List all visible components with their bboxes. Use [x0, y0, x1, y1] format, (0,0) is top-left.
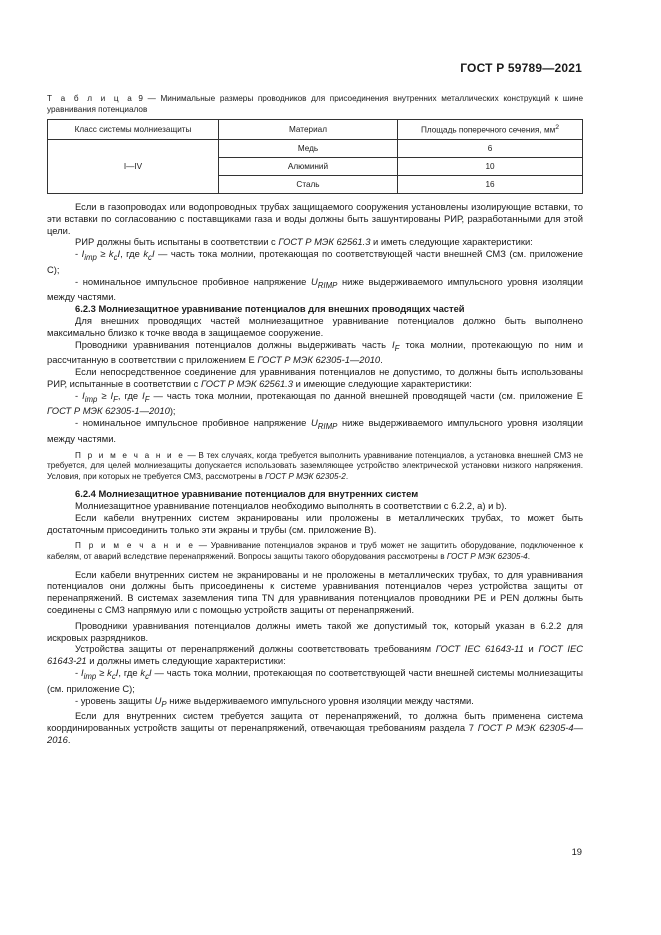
standard-reference: ГОСТ Р МЭК 62305-4—2016 [47, 721, 584, 745]
text: Устройства защиты от перенапряжений должны соответствовать требованиям [75, 643, 436, 655]
paragraph: Молниезащитное уравнивание потенциалов необходимо выполнять в соответствии с 6.2.2, а) и b). [75, 500, 507, 512]
symbol: U [310, 275, 318, 287]
text: — часть тока молнии, протекающая по соответствующей части внешней системы молниезащиты (см. приложение С); [47, 667, 583, 694]
standard-reference: ГОСТ Р МЭК 62305-1—2010 [47, 405, 170, 417]
subscript-text: F [394, 343, 400, 353]
subscript-text: RIMP [317, 421, 338, 431]
subscript-text: imp [84, 394, 98, 404]
section-heading-6-2-4: 6.2.4 Молниезащитное уравнивание потенциалов для внутренних систем [75, 488, 419, 500]
paragraph: Для внешних проводящих частей молниезащитное уравнивание потенциалов должно быть выполнено максимально близко к точке ввода в защищаемое сооружение. [47, 314, 583, 338]
text: , где [117, 389, 143, 401]
subscript-text: F [144, 394, 150, 404]
symbol: k [107, 667, 112, 679]
table-caption-label: Т а б л и ц а [47, 94, 134, 103]
text: . [527, 552, 530, 562]
subscript-text: P [161, 699, 167, 709]
symbol: I [117, 248, 121, 260]
table-caption-text: 9 — Минимальные размеры проводников для присоединения внутренних металлических конструкций к шине уравнивания потенциалов [47, 94, 583, 114]
header-area-label: Площадь поперечного сечения, мм [420, 125, 556, 135]
text: и должны иметь следующие характеристики: [86, 655, 286, 667]
text: Проводники уравнивания потенциалов должны выдерживать часть [75, 338, 393, 350]
standard-reference: ГОСТ IEC 61643-11 [435, 643, 524, 655]
text: ниже выдерживаемого импульсного уровня изоляции между частями. [166, 694, 474, 706]
class-cell: I—IV [48, 140, 219, 194]
standard-reference: ГОСТ IEC 61643-21 [47, 643, 583, 667]
table-header-row [48, 120, 583, 140]
paragraph [47, 710, 583, 745]
note-label: П р и м е ч а н и е [75, 541, 195, 551]
symbol: I [149, 667, 152, 679]
list-item [47, 248, 583, 275]
text: ниже выдерживаемого импульсного уровня изоляции между частями. [47, 275, 584, 303]
area-cell: 16 [398, 176, 583, 194]
subscript-text: c [113, 253, 118, 263]
subscript-text: F [113, 394, 118, 404]
list-item [47, 390, 583, 417]
text: , где [120, 248, 144, 260]
text: . [345, 471, 349, 481]
area-cell: 6 [398, 140, 583, 158]
text: и имеющие следующие характеристики: [293, 377, 472, 389]
symbol: I [110, 389, 114, 401]
symbol: I [151, 248, 155, 260]
text: - номинальное импульсное пробивное напряжение [75, 417, 311, 429]
text: Если непосредственное соединение для уравнивания потенциалов не допустимо, то должны быть использованы РИР, испытанные в соответствии с [47, 365, 583, 389]
subscript [84, 672, 97, 681]
text: и [523, 643, 539, 655]
list-item [47, 667, 583, 694]
text: - [75, 389, 83, 401]
page-number: 19 [571, 846, 582, 857]
text: . [67, 733, 71, 745]
symbol: I [142, 389, 145, 401]
text: — часть тока молнии, протекающая по соответствующей части внешней СМЗ (см. приложение С); [47, 248, 584, 275]
header-class: Класс системы молниезащиты [48, 120, 219, 140]
text: — Уравнивание потенциалов экранов и труб может не защитить оборудование, подключенное к кабелям, от аварий вследствие перенапряжений. Вопросы защиты такого оборудования рассмотрены в [47, 541, 583, 562]
standard-reference: ГОСТ Р МЭК 62305-1—2010 [257, 354, 381, 366]
material-cell: Медь [219, 140, 398, 158]
text: РИР должны быть испытаны в соответствии с [75, 236, 279, 248]
symbol: I [81, 248, 85, 260]
conductor-size-table [47, 119, 583, 194]
text: , где [118, 667, 141, 679]
symbol: I [115, 667, 119, 679]
note [47, 541, 583, 562]
paragraph: Если в газопроводах или водопроводных трубах защищаемого сооружения установлены изолирующие вставки, то эти вставки по согласованию с поставщиками газа и воды должны быть зашунтированы РИР, разработанными для этой цели. [47, 201, 583, 236]
symbol: U [310, 417, 318, 429]
paragraph [47, 339, 583, 366]
header-material: Материал [219, 120, 398, 140]
note [47, 451, 583, 483]
subscript [318, 422, 338, 431]
text: - уровень защиты [75, 694, 155, 706]
standard-reference: ГОСТ Р МЭК 62561.3 [278, 236, 371, 248]
symbol: U [154, 694, 162, 706]
table-caption [47, 93, 583, 115]
standard-reference: ГОСТ Р МЭК 62305-2 [264, 471, 346, 481]
area-cell: 10 [398, 158, 583, 176]
standard-reference: ГОСТ Р МЭК 62305-4 [446, 552, 528, 562]
standard-header: ГОСТ Р 59789—2021 [460, 61, 582, 75]
material-cell: Сталь [219, 176, 398, 194]
paragraph: Проводники уравнивания потенциалов должны иметь такой же допустимый ток, который указан в 6.2.2 для искровых разрядников. [47, 619, 583, 643]
subscript [85, 394, 98, 403]
standard-reference: ГОСТ Р МЭК 62561.3 [200, 377, 293, 389]
subscript-text: imp [83, 671, 97, 681]
symbol: I [392, 338, 395, 350]
symbol: k [140, 667, 146, 679]
section-heading-6-2-3: 6.2.3 Молниезащитное уравнивание потенциалов для внешних проводящих частей [75, 303, 465, 315]
note-label: П р и м е ч а н и е [75, 450, 185, 460]
list-item [47, 276, 583, 303]
subscript-text: imp [84, 253, 97, 263]
text: - [75, 667, 82, 679]
text: ); [169, 405, 176, 417]
symbol: k [143, 248, 149, 260]
subscript [318, 281, 338, 290]
paragraph [47, 366, 583, 390]
paragraph [47, 643, 583, 667]
list-item [47, 417, 583, 444]
table-row [48, 140, 583, 158]
subscript-text: c [148, 253, 152, 263]
paragraph: Если кабели внутренних систем не экранированы и не проложены в металлических трубах, то для уравнивания потенциалов они должны быть присоединены к системе уравнивания потенциалов через устройства защиты от перенапряжений. В системах заземления типа TN для уравнивания потенциалов проводники PE и PEN должны быть соединены с СМЗ напрямую или с помощью устройств защиты от перенапряжений. [47, 568, 583, 616]
paragraph: Если кабели внутренних систем экранированы или проложены в металлических трубах, то может быть достаточным присоединить только эти экраны и трубы (см. приложение В). [47, 511, 583, 535]
subscript [84, 253, 97, 262]
subscript-text: c [111, 671, 116, 681]
text: тока молнии, протекающую по ним и рассчитанную в соответствии с приложением Е [47, 338, 583, 366]
text: Если для внутренних систем требуется защита от перенапряжений, то должна быть применена система координированных устройств защиты от перенапряжений, отвечающая требованиям раздела 7 [47, 710, 583, 733]
text: . [380, 354, 383, 366]
text: — часть тока молнии, протекающая по данной внешней проводящей части (см. приложение Е [149, 389, 583, 401]
text: ≥ [96, 667, 108, 679]
text: и иметь следующие характеристики: [370, 236, 533, 248]
symbol: I [82, 389, 85, 401]
paragraph [47, 236, 583, 248]
text: ≥ [97, 389, 111, 401]
page-content [47, 93, 583, 746]
text: ≥ [96, 248, 109, 260]
text: — В тех случаях, когда требуется выполнить уравнивание потенциалов, а установка внешней СМЗ не требуется, для целей молниезащиты допускается использовать заземляющее устройство электрической установки низкого напряжения. Условия, при которых не требуется СМЗ, рассмотрены в [47, 450, 584, 481]
symbol: k [108, 248, 114, 260]
text: - [75, 248, 82, 260]
subscript-text: c [145, 671, 150, 681]
text: ниже выдерживаемого импульсного уровня изоляции между частями. [47, 417, 584, 444]
header-area [398, 120, 583, 140]
symbol: I [81, 667, 84, 679]
subscript-text: RIMP [317, 280, 338, 290]
list-item [47, 695, 583, 711]
material-cell: Алюминий [219, 158, 398, 176]
header-area-sup: 2 [555, 124, 560, 132]
text: - номинальное импульсное пробивное напряжение [75, 275, 311, 287]
